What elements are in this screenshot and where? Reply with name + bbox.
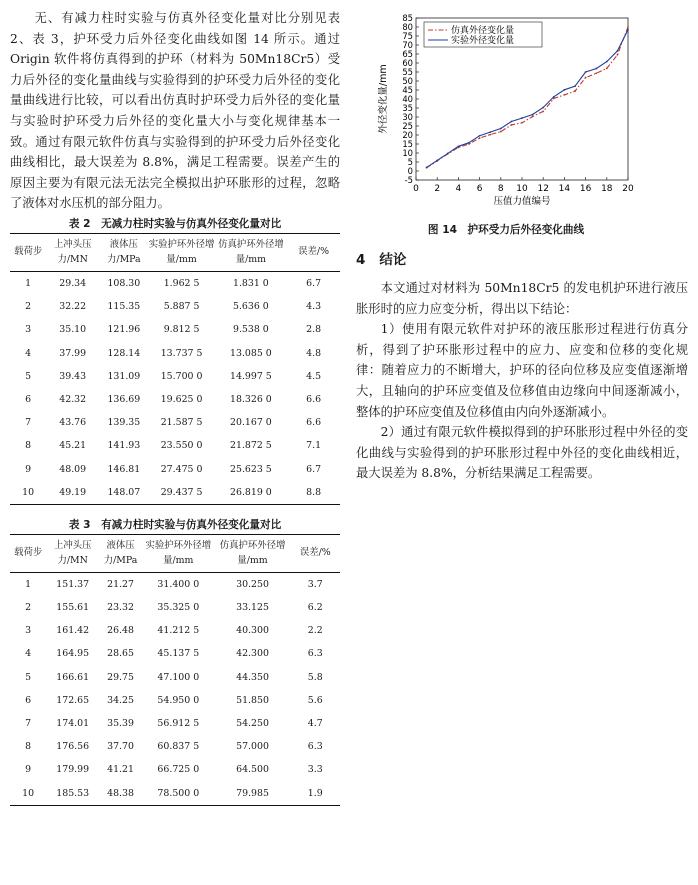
table3-cell: 4	[25, 648, 32, 660]
y-tick-label: 65	[402, 49, 413, 59]
table2-cell: 48.09	[59, 463, 87, 475]
table3-cell: 6.2	[307, 602, 323, 614]
data-point	[458, 145, 460, 147]
y-tick-label: 55	[402, 67, 413, 77]
table3-cell: 54.950 0	[157, 694, 200, 706]
table2-cell: 6.6	[306, 393, 322, 405]
y-tick-label: 5	[407, 157, 413, 167]
x-tick-label: 6	[476, 184, 483, 194]
table3-cell: 21.27	[107, 578, 134, 590]
table3-cell: 57.000	[236, 741, 269, 753]
table3-cell: 28.65	[107, 648, 134, 660]
y-tick-label: 15	[402, 139, 413, 149]
data-point	[617, 50, 619, 52]
conclusion-paragraph: 2）通过有限元软件模拟得到的护环胀形过程中外径的变化曲线与实验得到的护环胀形过程中外径的变化曲线相近，最大误差为 8.8%，分析结果满足工程需要。	[356, 425, 688, 481]
table2-cell: 39.43	[59, 370, 87, 382]
table2-row	[10, 365, 340, 388]
table3-cell: 10	[22, 787, 35, 799]
table3-row	[10, 689, 340, 712]
table3-header-cell: 实验护环外径增量/mm	[145, 539, 212, 566]
table3-cell: 31.400 0	[157, 578, 200, 590]
data-point	[606, 61, 608, 63]
table2-cell: 4.8	[306, 347, 322, 359]
table2-cell: 9	[25, 463, 32, 475]
data-point	[521, 122, 523, 124]
table3-cell: 41.212 5	[157, 625, 200, 637]
legend-label: 实验外径变化量	[451, 36, 515, 46]
table3-cell: 174.01	[56, 718, 90, 730]
table2-cell: 49.19	[59, 486, 87, 498]
table2-cell: 27.475 0	[160, 463, 203, 475]
x-tick-label: 14	[558, 184, 571, 194]
table2-header-cell: 液体压力/MPa	[107, 238, 141, 265]
data-point	[553, 96, 555, 98]
table3-cell: 166.61	[56, 671, 90, 683]
body-paragraph: 无、有减力柱时实验与仿真外径变化量对比分别见表 2、表 3，护环受力后外径变化曲线如图 14 所示。通过 Origin 软件将仿真得到的护环（材料为 50Mn18Cr5）受力后外径的变化量曲线与实验得到的护环受力后外径的变化量曲线进行比较，可以看出仿真时护环受力后外径的变化量与实验时护环受力后外径的变化量大小与变化规律基本一致。通过有限元软件仿真与实验得到的护环受力后外径变化曲线相比，最大误差为 8.8%，满足工程需要。误差产生的原因主要为有限元法无法完全模拟出护环胀形的过程，忽略了液体对水压机的部分阻力。	[10, 11, 340, 211]
table2-cell: 4.5	[306, 370, 322, 382]
data-point	[479, 135, 481, 137]
data-point	[436, 159, 438, 161]
table3-cell: 42.300	[236, 648, 269, 660]
table3-cell: 64.500	[236, 764, 269, 776]
data-point	[564, 94, 566, 96]
table3-header-row	[10, 534, 340, 572]
table3-cell: 56.912 5	[157, 718, 200, 730]
table3-cell: 6	[25, 694, 32, 706]
table2-cell: 29.34	[59, 278, 87, 290]
table2-cell: 1	[25, 278, 32, 290]
figure-14	[356, 8, 688, 228]
table2-cell: 19.625 0	[160, 393, 203, 405]
table2-row	[10, 342, 340, 365]
table3-header-cell: 仿真护环外径增量/mm	[219, 539, 286, 566]
conclusion-paragraph: 本文通过对材料为 50Mn18Cr5 的发电机护环进行液压胀形时的应力应变分析，得出以下结论：	[356, 281, 688, 316]
table3-cell: 3	[25, 625, 32, 637]
data-point	[542, 111, 544, 113]
series-line-1	[427, 27, 628, 168]
table2-row	[10, 411, 340, 434]
table3-header-cell: 液体压力/MPa	[103, 539, 138, 566]
table3-cell: 6.3	[307, 648, 323, 660]
y-tick-label: 80	[402, 22, 413, 32]
table3-body	[10, 572, 340, 805]
table3-cell: 164.95	[56, 648, 90, 660]
y-tick-label: 40	[402, 94, 413, 104]
table2-header-cell: 上冲头压力/MN	[53, 238, 92, 265]
table3-header-cell: 载荷步	[14, 547, 43, 559]
y-tick-label: 20	[402, 130, 413, 140]
y-tick-label: 45	[402, 85, 413, 95]
table2-cell: 13.085 0	[230, 347, 272, 359]
data-point	[521, 117, 523, 119]
table2-cell: 6.7	[306, 278, 322, 290]
legend-label: 仿真外径变化量	[451, 26, 515, 36]
table2-cell: 8.8	[306, 486, 322, 498]
data-point	[468, 142, 470, 144]
y-tick-label: 25	[402, 121, 413, 131]
table2-cell: 6	[25, 393, 32, 405]
data-point	[564, 89, 566, 91]
table2-row	[10, 271, 340, 295]
conclusion-text	[356, 278, 688, 484]
table2-cell: 6.7	[306, 463, 322, 475]
table2-cell: 1.962 5	[163, 278, 200, 290]
table2-cell: 146.81	[107, 463, 141, 475]
table3-cell: 5.8	[307, 671, 323, 683]
x-tick-label: 20	[622, 184, 634, 194]
table2-cell: 26.819 0	[230, 486, 272, 498]
data-point	[479, 137, 481, 139]
table2-header-row	[10, 233, 340, 271]
table3-cell: 3.7	[307, 578, 323, 590]
table3-cell: 176.56	[56, 741, 90, 753]
table3-cell: 2.2	[307, 625, 323, 637]
table3-cell: 40.300	[236, 625, 269, 637]
table2-row	[10, 434, 340, 457]
table2-cell: 3	[25, 324, 32, 336]
table2-cell: 2	[25, 301, 32, 313]
table3-row	[10, 572, 340, 596]
y-tick-label: 60	[402, 58, 413, 68]
table3-cell: 48.38	[107, 787, 134, 799]
table2-cell: 5.636 0	[232, 301, 269, 313]
table2	[10, 233, 340, 505]
x-axis-label: 压值力值编号	[493, 196, 551, 207]
table3-title: 表 3 有减力柱时实验与仿真外径变化量对比	[68, 518, 282, 531]
table3-cell: 23.32	[107, 602, 134, 614]
y-tick-label: 10	[402, 148, 413, 158]
table3-row	[10, 712, 340, 735]
data-point	[426, 167, 428, 169]
y-tick-label: 35	[402, 103, 413, 113]
table3-cell: 41.21	[107, 764, 134, 776]
table3	[10, 534, 340, 806]
table2-cell: 139.35	[107, 417, 141, 429]
table2-row	[10, 388, 340, 411]
table2-cell: 9.538 0	[232, 324, 269, 336]
table2-cell: 37.99	[59, 347, 87, 359]
figure-caption: 图 14 护环受力后外径变化曲线	[427, 224, 585, 236]
data-point	[595, 68, 597, 70]
series-line-2	[427, 30, 628, 168]
table2-row	[10, 481, 340, 505]
data-point	[489, 131, 491, 133]
y-tick-label: -5	[404, 175, 413, 185]
left-column	[10, 8, 340, 806]
table3-cell: 3.3	[307, 764, 323, 776]
table3-cell: 7	[25, 718, 32, 730]
data-point	[627, 29, 629, 31]
table2-header-cell: 误差/%	[298, 246, 329, 258]
table2-cell: 148.07	[107, 486, 141, 498]
y-tick-label: 50	[402, 76, 413, 86]
table3-cell: 33.125	[236, 602, 269, 614]
table3-row	[10, 758, 340, 781]
table2-header-cell: 仿真护环外径增量/mm	[218, 238, 284, 265]
table2-cell: 29.437 5	[160, 486, 203, 498]
table2-cell: 136.69	[107, 393, 141, 405]
table2-header-cell: 实验护环外径增量/mm	[148, 238, 215, 265]
table3-cell: 44.350	[236, 671, 269, 683]
table3-cell: 6.3	[307, 741, 323, 753]
table3-cell: 179.99	[56, 764, 90, 776]
x-tick-label: 8	[497, 184, 504, 194]
table2-cell: 7	[25, 417, 32, 429]
table2-cell: 128.14	[107, 347, 141, 359]
table3-cell: 51.850	[236, 694, 269, 706]
table3-cell: 66.725 0	[157, 764, 200, 776]
table2-cell: 14.997 5	[230, 370, 272, 382]
table3-cell: 79.985	[236, 787, 269, 799]
table3-cell: 35.325 0	[157, 602, 200, 614]
table2-cell: 32.22	[59, 301, 87, 313]
table2-row	[10, 457, 340, 480]
table3-cell: 54.250	[236, 718, 269, 730]
data-point	[447, 152, 449, 154]
table3-cell: 172.65	[56, 694, 90, 706]
table3-cell: 45.137 5	[157, 648, 200, 660]
table3-cell: 35.39	[107, 718, 134, 730]
table2-title: 表 2 无减力柱时实验与仿真外径变化量对比	[68, 217, 282, 230]
data-point	[500, 128, 502, 130]
section-number: 4	[356, 252, 366, 268]
table2-cell: 35.10	[59, 324, 87, 336]
y-tick-label: 0	[407, 166, 413, 176]
data-point	[511, 121, 513, 123]
y-tick-label: 30	[402, 112, 413, 122]
data-point	[542, 107, 544, 109]
data-point	[585, 77, 587, 79]
table3-cell: 1	[25, 578, 32, 590]
table2-cell: 42.32	[59, 393, 87, 405]
table2-cell: 115.35	[107, 301, 141, 313]
table3-row	[10, 782, 340, 806]
table2-cell: 4.3	[306, 301, 322, 313]
table2-cell: 23.550 0	[160, 440, 203, 452]
x-tick-label: 16	[579, 184, 592, 194]
y-tick-label: 85	[402, 13, 413, 23]
table2-cell: 18.326 0	[230, 393, 272, 405]
conclusion-paragraph: 1）使用有限元软件对护环的液压胀形过程进行仿真分析，得到了护环胀形过程中的应力、应变和位移的变化规律：随着应力的不断增大，护环的径向位移及应变值逐渐增大，且轴向的护环应变值及位移值由边缘向中间逐渐减小，整体的护环应变值及位移值由内向外逐渐减小。	[356, 322, 688, 419]
x-tick-label: 10	[516, 184, 528, 194]
table2-cell: 21.587 5	[160, 417, 203, 429]
table3-header-cell: 误差/%	[299, 547, 331, 559]
table3-cell: 29.75	[107, 671, 134, 683]
data-point	[606, 68, 608, 70]
data-point	[617, 54, 619, 56]
y-axis-label: 外径变化量/mm	[378, 64, 389, 134]
table2-cell: 2.8	[306, 324, 322, 336]
data-point	[532, 114, 534, 116]
table3-cell: 185.53	[56, 787, 90, 799]
table3-header-cell: 上冲头压力/MN	[53, 539, 92, 566]
table2-cell: 20.167 0	[230, 417, 272, 429]
table3-cell: 47.100 0	[157, 671, 200, 683]
data-point	[595, 72, 597, 74]
table3-cell: 34.25	[107, 694, 134, 706]
data-point	[489, 134, 491, 136]
table2-cell: 5.887 5	[163, 301, 200, 313]
x-tick-label: 12	[537, 184, 549, 194]
table2-cell: 1.831 0	[232, 278, 269, 290]
y-tick-label: 75	[402, 31, 413, 41]
data-point	[511, 124, 513, 126]
line-chart	[356, 8, 688, 218]
table3-row	[10, 642, 340, 665]
table2-header-cell: 载荷步	[14, 246, 43, 258]
x-tick-label: 2	[434, 184, 441, 194]
table2-cell: 15.700 0	[160, 370, 203, 382]
section-heading	[356, 248, 420, 268]
table3-cell: 1.9	[307, 787, 323, 799]
table3-cell: 9	[25, 764, 32, 776]
table3-cell: 151.37	[56, 578, 90, 590]
table2-cell: 5	[25, 370, 32, 382]
table2-cell: 13.737 5	[160, 347, 203, 359]
table2-cell: 6.6	[306, 417, 322, 429]
table3-cell: 2	[25, 602, 32, 614]
table3-cell: 155.61	[56, 602, 90, 614]
x-tick-label: 0	[413, 184, 419, 194]
table2-cell: 141.93	[107, 440, 141, 452]
table2-body	[10, 271, 340, 504]
data-point	[574, 85, 576, 87]
data-point	[574, 90, 576, 92]
table3-row	[10, 596, 340, 619]
table2-cell: 131.09	[107, 370, 141, 382]
table3-cell: 26.48	[107, 625, 134, 637]
table2-cell: 43.76	[59, 417, 87, 429]
table2-cell: 121.96	[107, 324, 141, 336]
table3-cell: 30.250	[236, 578, 269, 590]
table2-cell: 4	[25, 347, 32, 359]
y-tick-label: 70	[402, 40, 413, 50]
data-point	[627, 26, 629, 28]
table3-cell: 37.70	[107, 741, 134, 753]
data-point	[585, 71, 587, 73]
table3-row	[10, 735, 340, 758]
table3-cell: 4.7	[307, 718, 323, 730]
table3-cell: 5.6	[307, 694, 323, 706]
table2-cell: 21.872 5	[230, 440, 272, 452]
section-title: 结论	[379, 252, 407, 268]
table3-cell: 60.837 5	[157, 741, 200, 753]
data-point	[500, 131, 502, 133]
table2-cell: 10	[22, 486, 35, 498]
table3-cell: 5	[25, 671, 32, 683]
table3-cell: 161.42	[56, 625, 90, 637]
x-tick-label: 18	[601, 184, 613, 194]
table2-cell: 7.1	[306, 440, 322, 452]
table2-cell: 9.812 5	[163, 324, 200, 336]
table3-row	[10, 666, 340, 689]
table2-cell: 108.30	[107, 278, 141, 290]
table3-cell: 78.500 0	[157, 787, 200, 799]
table3-row	[10, 619, 340, 642]
table2-cell: 45.21	[59, 440, 87, 452]
table2-row	[10, 295, 340, 318]
data-point	[532, 116, 534, 118]
table3-cell: 8	[25, 741, 32, 753]
table2-cell: 8	[25, 440, 32, 452]
x-tick-label: 4	[455, 184, 462, 194]
table2-row	[10, 318, 340, 341]
table2-cell: 25.623 5	[230, 463, 272, 475]
